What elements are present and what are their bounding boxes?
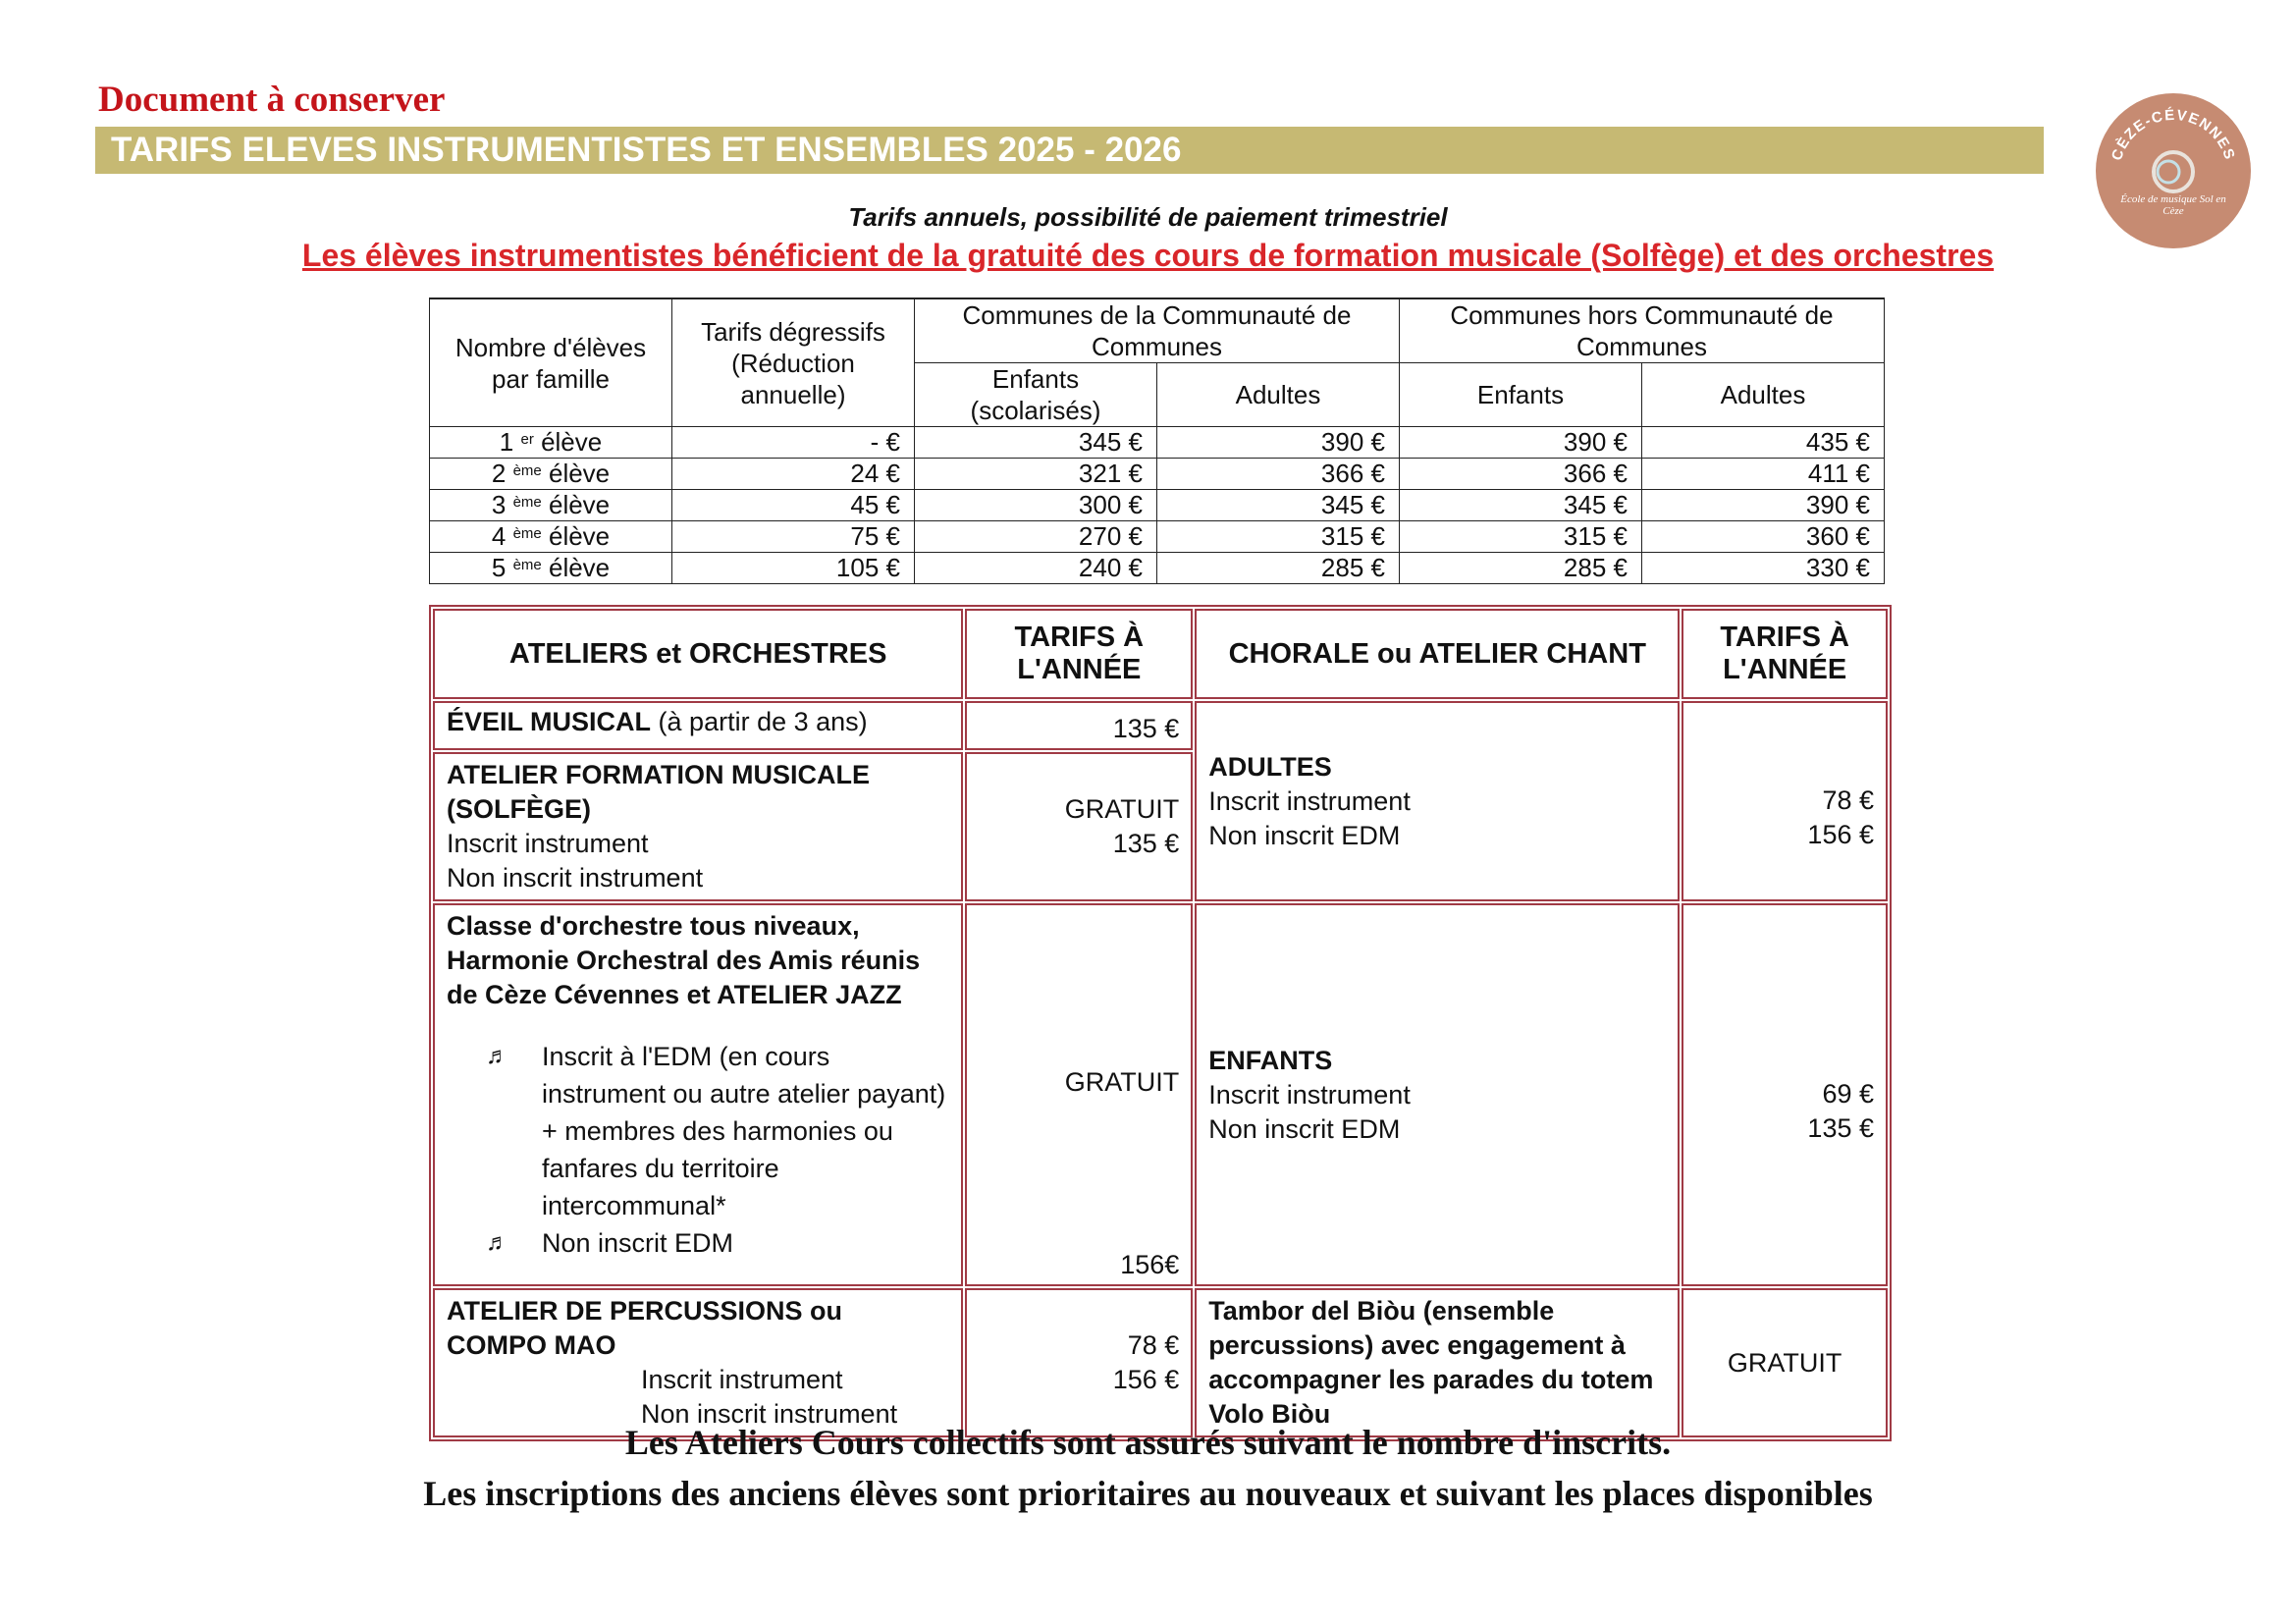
out-children-cell: 315 € [1400,521,1642,553]
orchestra-cell [433,903,963,1286]
sub-adults-out-header: Adultes [1642,363,1885,427]
table-row [430,459,1885,490]
student-rank: 4 $^{ème}$ élève [430,521,672,553]
list-item [486,1224,949,1262]
payment-subtitle: Tarifs annuels, possibilité de paiement trimestriel [848,202,1448,232]
solfege-prices [965,752,1193,901]
in-children-cell: 300 € [915,490,1157,521]
solfege-title: ATELIER FORMATION MUSICALE (SOLFÈGE) [447,760,870,824]
document-keep-note: Document à conserver [98,80,446,120]
music-note-icon: ♬ [486,1043,509,1069]
svg-text:CÈZE-CÉVENNES [2109,107,2238,163]
eveil-musical-cell [433,701,963,750]
in-adults-cell: 345 € [1157,490,1400,521]
tambor-cell [1195,1288,1680,1437]
out-adults-cell: 390 € [1642,490,1885,521]
free-courses-note: Les élèves instrumentistes bénéficient de la gratuité des cours de formation musicale (Solfège) et des orchestres [301,238,1995,273]
reduction-cell: 24 € [672,459,915,490]
in-adults-cell: 390 € [1157,427,1400,459]
in-adults-cell: 315 € [1157,521,1400,553]
percussion-line1: Inscrit instrument [641,1365,843,1394]
table-row [430,427,1885,459]
ateliers-header: ATELIERS et ORCHESTRES [433,609,963,699]
percussion-cell [433,1288,963,1437]
out-children-cell: 345 € [1400,490,1642,521]
out-adults-cell: 330 € [1642,553,1885,584]
out-adults-cell: 435 € [1642,427,1885,459]
table-row [430,490,1885,521]
list-item [486,1038,949,1224]
reduction-cell: 105 € [672,553,915,584]
student-rank: 5 $^{ème}$ élève [430,553,672,584]
footer-note-1: Les Ateliers Cours collectifs sont assurés suivant le nombre d'inscrits. [624,1423,1672,1462]
enfants-line2: Non inscrit EDM [1208,1113,1401,1144]
group-in-header: Communes de la Communauté de Communes [915,298,1400,363]
orchestra-item2: Non inscrit EDM [542,1228,734,1258]
reduction-cell: 75 € [672,521,915,553]
reduction-cell: - € [672,427,915,459]
orchestra-price2: 156€ [1120,1250,1180,1279]
percussion-line2: Non inscrit instrument [641,1399,898,1429]
page-title: TARIFS ELEVES INSTRUMENTISTES ET ENSEMBLES 2025 - 2026 [111,131,1182,169]
table-row [430,521,1885,553]
enfants-prices [1682,903,1888,1286]
eveil-title: ÉVEIL MUSICAL [447,707,652,736]
orchestra-item1: Inscrit à l'EDM (en cours instrument ou autre atelier payant) + membres des harmonies ou fanfares du territoire intercommunal* [542,1042,946,1220]
solfege-price2: 135 € [1112,829,1180,858]
adultes-title: ADULTES [1208,751,1332,782]
music-note-icon: ♬ [486,1229,509,1256]
student-rank: 2 $^{ème}$ élève [430,459,672,490]
adultes-line1: Inscrit instrument [1208,785,1411,816]
eveil-note: (à partir de 3 ans) [658,707,868,736]
table-row [430,553,1885,584]
adultes-cell [1195,701,1680,901]
solfege-cell [433,752,963,901]
orchestra-price1: GRATUIT [1064,1067,1180,1097]
tariffs-table [429,298,1885,584]
percussion-title: ATELIER DE PERCUSSIONS ou COMPO MAO [447,1296,843,1360]
percussion-prices [965,1288,1193,1437]
solfege-line2: Non inscrit instrument [447,863,704,893]
in-adults-cell: 366 € [1157,459,1400,490]
tambor-title: Tambor del Biòu (ensemble percussions) avec engagement à accompagner les parades du totem Volo Biòu [1208,1296,1654,1429]
percussion-price1: 78 € [1127,1330,1180,1360]
in-children-cell: 240 € [915,553,1157,584]
out-children-cell: 285 € [1400,553,1642,584]
sub-children-header: Enfants [1400,363,1642,427]
group-out-header: Communes hors Communauté de Communes [1400,298,1885,363]
sub-children-school-header: Enfants (scolarisés) [915,363,1157,427]
solfege-price1: GRATUIT [1064,794,1180,824]
ensembles-table [429,605,1892,1441]
adultes-line2: Non inscrit EDM [1208,820,1401,850]
out-children-cell: 366 € [1400,459,1642,490]
enfants-cell [1195,903,1680,1286]
reduction-cell: 45 € [672,490,915,521]
enfants-title: ENFANTS [1208,1045,1333,1075]
student-rank: 1 $^{er}$ élève [430,427,672,459]
percussion-price2: 156 € [1112,1365,1180,1394]
in-adults-cell: 285 € [1157,553,1400,584]
orchestra-prices [965,903,1193,1286]
orchestra-title: Classe d'orchestre tous niveaux, Harmonie Orchestral des Amis réunis de Cèze Cévennes et ATELIER JAZZ [447,911,921,1009]
in-children-cell: 321 € [915,459,1157,490]
adultes-price2: 156 € [1807,820,1874,849]
adultes-price1: 78 € [1822,785,1874,815]
in-children-cell: 345 € [915,427,1157,459]
eveil-price: 135 € [965,701,1193,750]
adultes-prices [1682,701,1888,901]
student-rank: 3 $^{ème}$ élève [430,490,672,521]
sub-adults-header: Adultes [1157,363,1400,427]
chorale-header: CHORALE ou ATELIER CHANT [1195,609,1680,699]
tambor-price: GRATUIT [1682,1288,1888,1437]
tarif-header-1: TARIFS À L'ANNÉE [965,609,1193,699]
solfege-line1: Inscrit instrument [447,829,649,858]
tarif-header-2: TARIFS À L'ANNÉE [1682,609,1888,699]
logo-bottom-text: École de musique Sol en Cèze [2120,193,2226,217]
enfants-line1: Inscrit instrument [1208,1079,1411,1110]
logo-top-text: CÈZE-CÉVENNES [2108,106,2239,163]
col-students-header: Nombre d'élèves par famille [430,298,672,427]
col-reduction-header: Tarifs dégressifs (Réduction annuelle) [672,298,915,427]
out-adults-cell: 360 € [1642,521,1885,553]
out-adults-cell: 411 € [1642,459,1885,490]
footer-note-2: Les inscriptions des anciens élèves sont prioritaires au nouveaux et suivant les places disponibles [423,1474,1873,1513]
enfants-price1: 69 € [1822,1079,1874,1109]
orchestra-list [486,1038,949,1262]
out-children-cell: 390 € [1400,427,1642,459]
enfants-price2: 135 € [1807,1113,1874,1143]
in-children-cell: 270 € [915,521,1157,553]
